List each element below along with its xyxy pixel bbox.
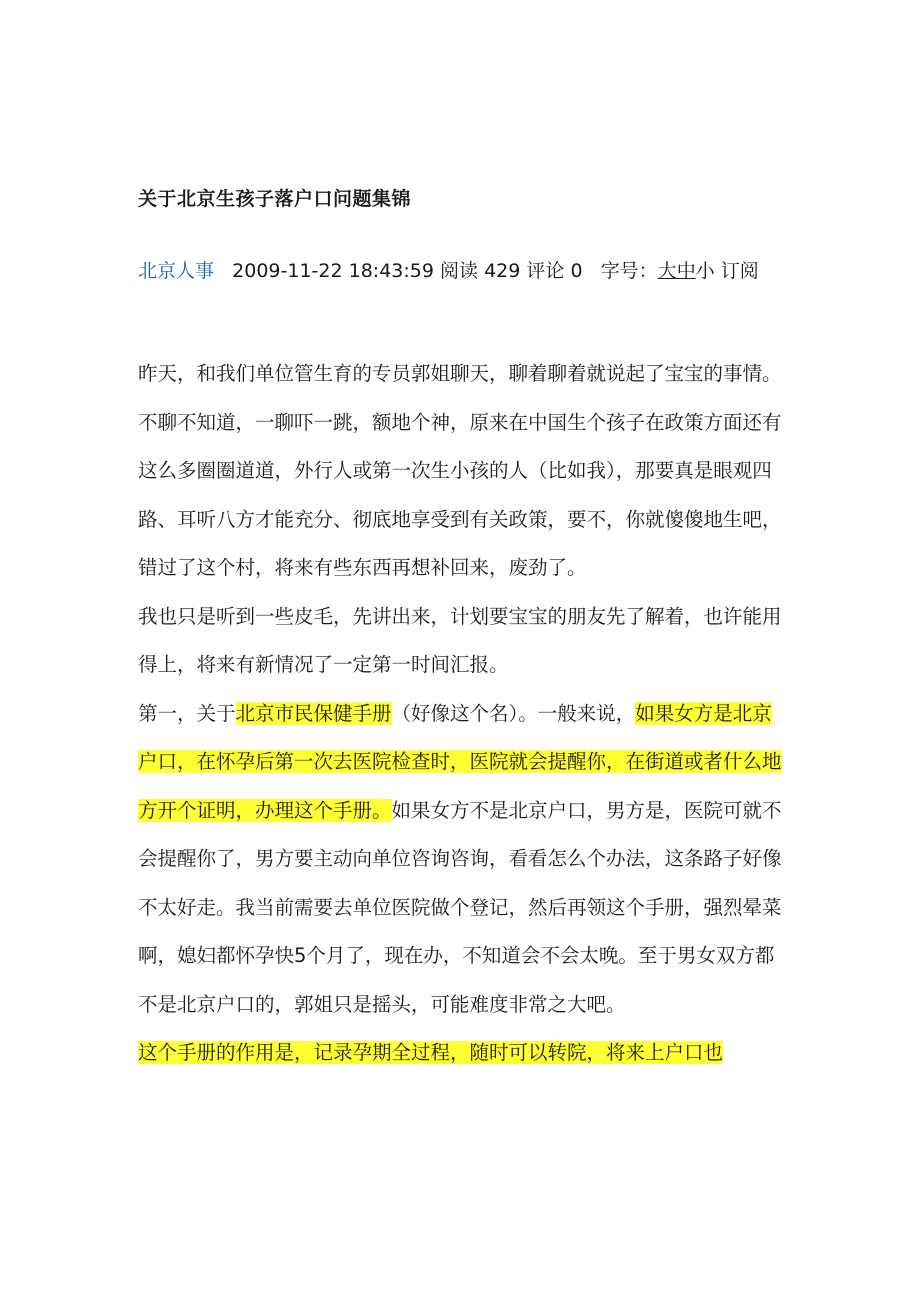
article-title: 关于北京生孩子落户口问题集锦 — [138, 188, 412, 210]
comment-label: 评论 — [526, 260, 565, 282]
paragraph-3 — [138, 690, 788, 1030]
read-count: 429 — [484, 260, 521, 282]
article-body — [138, 350, 788, 1078]
paragraph-1: 昨天，和我们单位管生育的专员郭姐聊天，聊着聊着就说起了宝宝的事情。不聊不知道，一聊吓一跳，额地个神，原来在中国生个孩子在政策方面还有这么多圈圈道道，外行人或第一次生小孩的人（比如我），那要真是眼观四路、耳听八方才能充分、彻底地享受到有关政策，要不，你就傻傻地生吧，错过了这个村，将来有些东西再想补回来，废劲了。 — [138, 362, 782, 579]
font-size-large-link[interactable]: 大 — [657, 260, 677, 282]
article-meta — [138, 246, 788, 296]
paragraph-3-text: （好像这个名）。一般来说， — [391, 701, 636, 725]
font-size-small-link[interactable]: 小 — [695, 260, 715, 282]
paragraph-2: 我也只是听到一些皮毛，先讲出来，计划要宝宝的朋友先了解着，也许能用得上，将来有新情况了一定第一时间汇报。 — [138, 604, 782, 676]
comment-count: 0 — [570, 260, 583, 282]
paragraph-4 — [138, 1029, 788, 1078]
font-size-medium-link[interactable]: 中 — [676, 260, 696, 282]
post-datetime: 2009-11-22 18:43:59 — [232, 260, 434, 282]
subscribe-link[interactable]: 订阅 — [720, 260, 759, 282]
highlighted-text: 这个手册的作用是，记录孕期全过程，随时可以转院，将来上户口也 — [138, 1041, 724, 1064]
paragraph-3-text: 第一，关于 — [138, 701, 236, 725]
read-label: 阅读 — [440, 260, 479, 282]
highlighted-text: 北京市民保健手册 — [235, 701, 392, 725]
author-link[interactable]: 北京人事 — [138, 260, 215, 282]
font-size-label: 字号： — [600, 260, 658, 282]
paragraph-3-text: 如果女方不是北京户口，男方是，医院可就不会提醒你了，男方要主动向单位咨询咨询，看看怎么个办法，这条路子好像不太好走。我当前需要去单位医院做个登记，然后再领这个手册，强烈晕菜啊，媳妇都怀孕快5个月了，现在办，不知道会不会太晚。至于男女双方都不是北京户口的，郭姐只是摇头，可能难度非常之大吧。 — [138, 798, 782, 1016]
highlighted-text: 如果女方是北京户口，在怀孕后第一次去医院检查时，医院就会提醒你，在街道或者什么地方开个证明，办理这个手册。 — [138, 701, 782, 822]
